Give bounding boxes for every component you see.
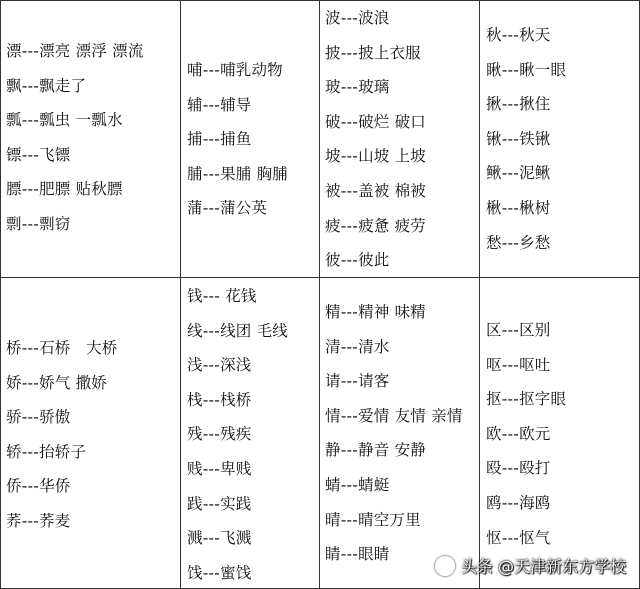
word-entry: 精---精神 味精 xyxy=(325,303,427,321)
word-entry: 飘---飘走了 xyxy=(6,77,87,95)
word-entry: 玻---玻璃 xyxy=(325,78,390,96)
word-entry: 破---破烂 破口 xyxy=(325,113,427,131)
word-entry: 蒲---蒲公英 xyxy=(187,199,268,217)
word-entry: 抠---抠字眼 xyxy=(486,390,567,408)
word-entry: 秋---秋天 xyxy=(486,26,551,44)
word-entry: 清---清水 xyxy=(325,338,390,356)
word-entry: 瓢---瓢虫 一瓢水 xyxy=(6,111,123,129)
word-entry: 疲---疲惫 疲劳 xyxy=(325,217,427,235)
word-entry: 睛---眼睛 xyxy=(325,545,390,563)
watermark-text: 头条 @天津新东方学校 xyxy=(460,557,626,576)
word-entry: 镖---飞镖 xyxy=(6,146,71,164)
word-entry: 坡---山坡 上坡 xyxy=(325,147,427,165)
word-entry: 脯---果脯 胸脯 xyxy=(187,165,289,183)
word-entry: 区---区别 xyxy=(486,321,551,339)
word-entry: 漂---漂亮 漂浮 漂流 xyxy=(6,42,144,60)
word-entry: 荞---荞麦 xyxy=(6,512,71,530)
word-entry: 鸥---海鸥 xyxy=(486,494,551,512)
word-entry: 浅---深浅 xyxy=(187,356,252,374)
table-column-divider xyxy=(180,0,181,589)
word-entry: 剽---剽窃 xyxy=(6,215,71,233)
word-entry: 怄---怄气 xyxy=(486,529,551,547)
word-entry: 瞅---瞅一眼 xyxy=(486,61,567,79)
word-entry: 欧---欧元 xyxy=(486,425,551,443)
word-entry: 栈---栈桥 xyxy=(187,391,252,409)
word-entry: 楸---楸树 xyxy=(486,199,551,217)
word-entry: 锹---铁锹 xyxy=(486,130,551,148)
word-entry: 哺---哺乳动物 xyxy=(187,61,283,79)
word-entry: 轿---抬轿子 xyxy=(6,443,87,461)
word-entry: 捕---捕鱼 xyxy=(187,130,252,148)
word-entry: 呕---呕吐 xyxy=(486,356,551,374)
word-entry: 请---请客 xyxy=(325,372,390,390)
word-entry: 殴---殴打 xyxy=(486,459,551,477)
word-entry: 辅---辅导 xyxy=(187,96,252,114)
word-entry: 溅---飞溅 xyxy=(187,529,252,547)
table-column-divider xyxy=(319,0,320,589)
word-entry: 披---披上衣服 xyxy=(325,44,421,62)
word-entry: 贱---卑贱 xyxy=(187,460,252,478)
word-entry: 蜻---蜻蜓 xyxy=(325,476,390,494)
word-entry: 膘---肥膘 贴秋膘 xyxy=(6,180,123,198)
table-row-divider xyxy=(0,277,640,278)
word-entry: 骄---骄傲 xyxy=(6,408,71,426)
word-entry: 波---波浪 xyxy=(325,9,390,27)
word-entry: 愁---乡愁 xyxy=(486,234,551,252)
word-entry: 残---残疾 xyxy=(187,425,252,443)
word-entry: 静---静音 安静 xyxy=(325,441,427,459)
watermark xyxy=(435,554,626,577)
table-border-top xyxy=(0,0,640,1)
word-entry: 桥---石桥 大桥 xyxy=(6,339,118,357)
word-entry: 钱--- 花钱 xyxy=(187,287,257,305)
word-entry: 被---盖被 棉被 xyxy=(325,182,427,200)
word-entry: 彼---彼此 xyxy=(325,251,390,269)
word-entry: 娇---娇气 撒娇 xyxy=(6,374,108,392)
table-border-left xyxy=(0,0,1,589)
word-entry: 饯---蜜饯 xyxy=(187,564,252,582)
word-entry: 晴---晴空万里 xyxy=(325,511,421,529)
word-entry: 线---线团 毛线 xyxy=(187,322,289,340)
word-entry: 揪---揪住 xyxy=(486,95,551,113)
word-entry: 侨---华侨 xyxy=(6,477,71,495)
word-entry: 践---实践 xyxy=(187,495,252,513)
toutiao-logo-icon xyxy=(435,556,455,576)
table-column-divider xyxy=(479,0,480,589)
word-entry: 鳅---泥鳅 xyxy=(486,164,551,182)
word-entry: 情---爱情 友情 亲情 xyxy=(325,407,463,425)
